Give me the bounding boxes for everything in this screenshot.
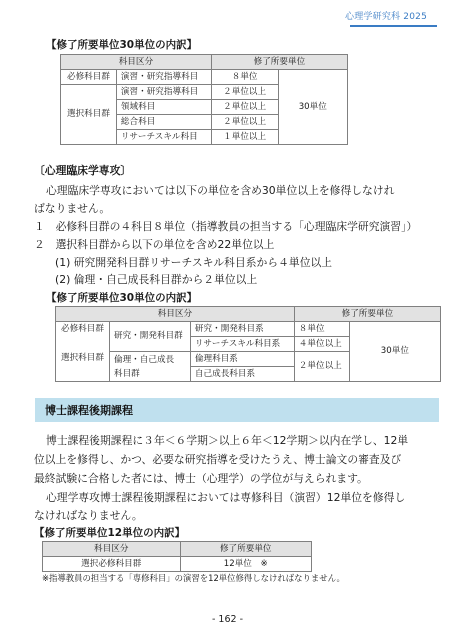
table2-caption: 【修了所要単位30単位の内訳】 xyxy=(46,292,198,304)
table2-subject: 倫理科目系 xyxy=(190,352,294,367)
table2-subject: 研究・開発科目系 xyxy=(190,322,294,337)
doctoral-p1-line3: 最終試験に合格した者には、博士（心理学）の学位が与えられます。 xyxy=(34,472,368,485)
table3-head-category: 科目区分 xyxy=(43,542,181,557)
doctoral-p2-line2: なければなりません。 xyxy=(34,509,143,522)
table1-units: １単位以上 xyxy=(211,130,278,145)
table2 xyxy=(55,306,441,382)
doctoral-p2-line1: 心理学専攻博士課程後期課程においては専修科目（演習）12単位を修得し xyxy=(46,491,406,504)
table2-ethics-line1: 倫理・自己成長 xyxy=(113,354,175,365)
table1-caption: 【修了所要単位30単位の内訳】 xyxy=(46,39,198,51)
header-title: 心理学研究科 2025 xyxy=(345,12,427,22)
clinical-sub1: (1) 研究開発科目群リサーチスキル科目系から４単位以上 xyxy=(55,256,333,269)
table1-required-group: 必修科目群 xyxy=(61,70,117,85)
table1-units: ２単位以上 xyxy=(211,85,278,100)
table2-total: 30単位 xyxy=(349,322,440,382)
table2-ethics-group xyxy=(109,352,190,382)
table-row xyxy=(43,542,312,557)
table1-units: ２単位以上 xyxy=(211,100,278,115)
doctoral-heading: 博士課程後期課程 xyxy=(45,404,133,417)
doctoral-p1-line2: 位以上を修得し、かつ、必要な研究指導を受けたうえ、博士論文の審査及び xyxy=(34,453,402,466)
table1-head-units: 修了所要単位 xyxy=(211,55,347,70)
table1-head-category: 科目区分 xyxy=(61,55,212,70)
clinical-sub2: (2) 倫理・自己成長科目群から２単位以上 xyxy=(55,273,258,286)
clinical-intro-line2: ばなりません。 xyxy=(34,202,111,215)
table1-units: ２単位以上 xyxy=(211,115,278,130)
doctoral-section-bar xyxy=(35,398,439,422)
table1 xyxy=(60,54,348,145)
table1-elective-group: 選択科目群 xyxy=(61,85,117,145)
table2-elective-group: 選択科目群 xyxy=(56,337,110,382)
table2-required-group: 必修科目群 xyxy=(56,322,110,337)
header-rule xyxy=(350,25,437,27)
table-row xyxy=(43,557,312,572)
table3 xyxy=(42,541,312,572)
table2-dev-group: 研究・開発科目群 xyxy=(109,322,190,352)
table-row xyxy=(61,70,348,85)
clinical-heading: 〔心理臨床学専攻〕 xyxy=(34,164,132,177)
table3-caption: 【修了所要単位12単位の内訳】 xyxy=(34,527,186,539)
clinical-item2: ２ 選択科目群から以下の単位を含め22単位以上 xyxy=(34,238,275,251)
table2-subject: 自己成長科目系 xyxy=(190,367,294,382)
clinical-intro-line1: 心理臨床学専攻においては以下の単位を含め30単位以上を修得しなけれ xyxy=(46,184,395,197)
clinical-item1: １ 必修科目群の４科目８単位（指導教員の担当する「心理臨床学研究演習」） xyxy=(34,220,418,233)
doctoral-p1-line1: 博士課程後期課程に３年＜６学期＞以上６年＜12学期＞以内在学し、12単 xyxy=(46,434,409,447)
table1-subject: 領域科目 xyxy=(116,100,211,115)
table2-units: ８単位 xyxy=(294,322,349,337)
table3-category: 選択必修科目群 xyxy=(43,557,181,572)
table2-ethics-line2: 科目群 xyxy=(113,368,140,379)
table1-subject: 総合科目 xyxy=(116,115,211,130)
table-row xyxy=(56,307,441,322)
table1-total: 30単位 xyxy=(278,70,347,145)
page-number: - 162 - xyxy=(211,614,244,625)
table1-subject: リサーチスキル科目 xyxy=(116,130,211,145)
table1-subject: 演習・研究指導科目 xyxy=(116,85,211,100)
table3-note: ※指導教員の担当する「専修科目」の演習を12単位修得しなければなりません。 xyxy=(42,573,345,583)
table3-head-units: 修了所要単位 xyxy=(180,542,312,557)
table2-subject: リサーチスキル科目系 xyxy=(190,337,294,352)
table2-units: ２単位以上 xyxy=(294,352,349,382)
page-header xyxy=(0,0,455,28)
table2-units: ４単位以上 xyxy=(294,337,349,352)
table3-units: 12単位 ※ xyxy=(180,557,312,572)
table-row xyxy=(56,322,441,337)
table1-subject: 演習・研究指導科目 xyxy=(116,70,211,85)
table-row xyxy=(61,55,348,70)
table2-head-units: 修了所要単位 xyxy=(294,307,440,322)
table1-units: ８単位 xyxy=(211,70,278,85)
table2-head-category: 科目区分 xyxy=(56,307,295,322)
